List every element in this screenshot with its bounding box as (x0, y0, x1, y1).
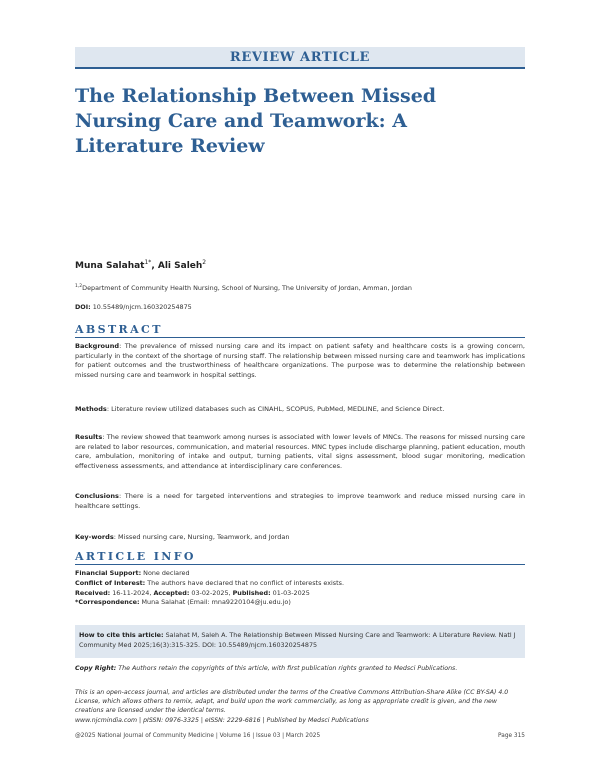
abstract-methods (75, 405, 525, 415)
author-affiliation (75, 284, 525, 292)
correspondence-value[interactable]: Muna Salahat (Email: mna9220104@ju.edu.jo) (139, 598, 291, 607)
background-label: Background (75, 342, 120, 350)
affiliation-mark: 1,2 (75, 284, 83, 289)
citation-text: Salahat M, Saleh A. The Relationship Between Missed Nursing Care and Teamwork: A Literature Review. Natl J Community Med 2025;16(3):315-325. DOI: 10.55489/njcm.160320254875 (79, 631, 516, 649)
copyright-label: Copy Right: (75, 665, 117, 672)
results-label: Results (75, 433, 103, 441)
article-info-heading: ARTICLE INFO (75, 550, 525, 565)
methods-label: Methods (75, 405, 107, 413)
license-text: This is an open-access journal, and articles are distributed under the terms of the Creative Commons Attribution-Share Alike (CC BY-SA) 4.0 License, which allows others to remix, adapt, and build upon the work commercially, as long as appropriate credit is given, and the new creations are licensed under the identical terms. (75, 689, 509, 715)
conclusions-label: Conclusions (75, 492, 119, 500)
author-affiliation-mark: 2 (202, 259, 207, 266)
keywords-label: Key-words (75, 533, 114, 541)
financial-support (75, 569, 525, 579)
received-label: Received: (75, 588, 111, 597)
conflict-label: Conflict of Interest: (75, 578, 146, 587)
copyright-notice (75, 664, 525, 674)
page-footer (75, 733, 525, 739)
article-info (75, 569, 525, 608)
conflict-of-interest (75, 579, 525, 589)
author-list (75, 259, 525, 271)
affiliation-text: Department of Community Health Nursing, School of Nursing, The University of Jordan, Amman, Jordan (82, 284, 412, 293)
copyright-text: The Authors retain the copyrights of this article, with first publication rights granted to Medsci Publications. (116, 665, 458, 672)
accepted-label: Accepted: (153, 588, 190, 597)
journal-identifiers[interactable]: www.njcmindia.com | pISSN: 0976-3325 | eISSN: 2229-6816 | Published by Medsci Publications (75, 716, 369, 724)
article-title: The Relationship Between Missed Nursing Care and Teamwork: A Literature Review (75, 85, 437, 157)
abstract-conclusions (75, 492, 525, 511)
funding-value: None declared (141, 569, 190, 577)
author-name: Ali Saleh (157, 261, 203, 271)
doi-link[interactable]: 10.55489/njcm.160320254875 (92, 303, 192, 311)
conflict-value: The authors have declared that no conflict of interests exists. (145, 578, 344, 587)
accepted-value: 03-02-2025, (189, 588, 233, 597)
results-text: : The review showed that teamwork among nurses is associated with lower levels of MNCs. The reasons for missed nursing care are related to labor resources, communication, and material resources. MNC types include discharge planning, patient education, mouth care, ambulation, monitoring of intake and output, turning patients, vital signs assessment, blood sugar monitoring, medication effectiveness assessments, and attendance at interdisciplinary care conferences. (75, 433, 525, 470)
doi-line (75, 303, 525, 311)
conclusions-text: : There is a need for targeted interventions and strategies to improve teamwork and reduce missed nursing care in healthcare settings. (75, 492, 525, 510)
abstract-heading: ABSTRACT (75, 323, 525, 338)
article-type-banner: REVIEW ARTICLE (75, 47, 525, 69)
article-dates (75, 589, 525, 599)
methods-text: : Literature review utilized databases such as CINAHL, SCOPUS, PubMed, MEDLINE, and Science Direct. (106, 405, 445, 413)
keywords-text: : Missed nursing care, Nursing, Teamwork, and Jordan (113, 533, 290, 541)
page-number: Page 315 (498, 733, 525, 739)
published-label: Published: (232, 588, 271, 597)
abstract-results (75, 433, 525, 471)
correspondence-label: *Correspondence: (75, 598, 140, 607)
keywords (75, 533, 525, 543)
doi-label: DOI: (75, 303, 91, 311)
funding-label: Financial Support: (75, 569, 142, 577)
author-separator: , (151, 261, 158, 271)
citation-box (75, 625, 525, 658)
footer-journal-info: @2025 National Journal of Community Medicine | Volume 16 | Issue 03 | March 2025 (75, 733, 321, 739)
abstract-background (75, 342, 525, 380)
background-text: : The prevalence of missed nursing care and its impact on patient safety and healthcare costs is a growing concern, particularly in the context of the shortage of nursing staff. The relationship between missed nursing care and teamwork has implications for patient outcomes and the trustworthiness of healthcare organizations. The purpose was to determine the relationship between missed nursing care and teamwork in hospital settings. (75, 342, 525, 379)
published-value: 01-03-2025 (270, 588, 310, 597)
correspondence (75, 598, 525, 608)
citation-label: How to cite this article: (79, 631, 164, 639)
author-name: Muna Salahat (75, 261, 145, 271)
author-affiliation-mark: 1* (144, 259, 152, 266)
received-value: 16-11-2024, (110, 588, 154, 597)
license-notice (75, 688, 525, 725)
